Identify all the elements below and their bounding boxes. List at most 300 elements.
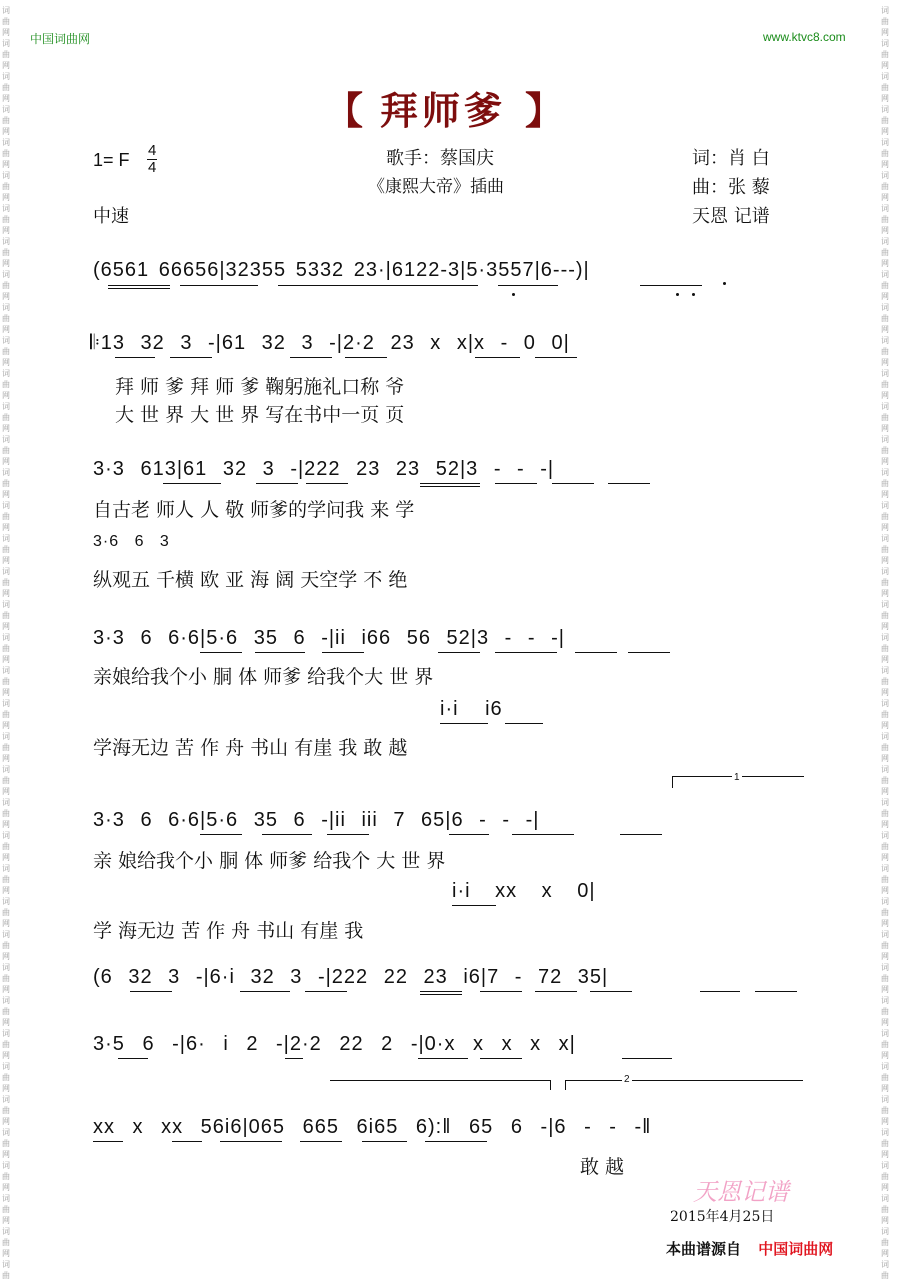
watermark-char: 词 xyxy=(881,237,889,246)
watermark-char: 网 xyxy=(881,292,889,301)
watermark-char: 网 xyxy=(2,523,10,532)
watermark-char: 网 xyxy=(2,259,10,268)
watermark-char: 词 xyxy=(881,1227,889,1236)
watermark-char: 曲 xyxy=(881,215,889,224)
watermark-char: 词 xyxy=(881,996,889,1005)
watermark-char: 曲 xyxy=(2,1205,10,1214)
watermark-char: 网 xyxy=(2,1084,10,1093)
watermark-char: 词 xyxy=(881,402,889,411)
watermark-char: 网 xyxy=(881,1150,889,1159)
watermark-char: 曲 xyxy=(881,611,889,620)
watermark-char: 网 xyxy=(881,1216,889,1225)
watermark-char: 网 xyxy=(2,1249,10,1258)
volta-2-bracket xyxy=(565,1080,803,1081)
watermark-char: 词 xyxy=(2,369,10,378)
watermark-char: 曲 xyxy=(2,446,10,455)
watermark-char: 词 xyxy=(2,534,10,543)
watermark-char: 词 xyxy=(881,699,889,708)
watermark-char: 词 xyxy=(2,996,10,1005)
beam xyxy=(306,483,348,484)
watermark-char: 网 xyxy=(881,226,889,235)
watermark-char: 曲 xyxy=(881,1073,889,1082)
watermark-char: 曲 xyxy=(2,545,10,554)
score-line-intro: (6561 66656|32355 5332 23·|6122-3|5·3557|6---)| xyxy=(93,259,590,281)
watermark-char: 网 xyxy=(881,886,889,895)
watermark-char: 词 xyxy=(2,1161,10,1170)
watermark-char: 网 xyxy=(2,127,10,136)
watermark-char: 词 xyxy=(881,72,889,81)
watermark-char: 词 xyxy=(2,402,10,411)
lyrics-final-1: 亲 娘给我个小 胴 体 师爹 给我个 大 世 界 xyxy=(93,850,446,872)
watermark-char: 词 xyxy=(881,831,889,840)
score-line-interlude: (6 32 3 -|6·i 32 3 -|222 22 23 i6|7 - 72 35| xyxy=(93,966,609,988)
watermark-char: 网 xyxy=(881,589,889,598)
watermark-char: 曲 xyxy=(2,743,10,752)
watermark-char: 网 xyxy=(2,886,10,895)
watermark-char: 网 xyxy=(881,820,889,829)
watermark-char: 网 xyxy=(2,325,10,334)
watermark-char: 曲 xyxy=(881,875,889,884)
low-octave-dot xyxy=(676,293,679,296)
beam xyxy=(700,991,740,992)
watermark-char: 曲 xyxy=(881,17,889,26)
watermark-char: 网 xyxy=(881,457,889,466)
watermark-char: 词 xyxy=(881,204,889,213)
watermark-char: 曲 xyxy=(2,512,10,521)
watermark-char: 网 xyxy=(881,193,889,202)
repeat-span-line xyxy=(330,1080,550,1081)
watermark-char: 词 xyxy=(881,633,889,642)
score-line-verse-a: 𝄆13 32 3 -|61 32 3 -|2·2 23 x x|x - 0 0| xyxy=(90,332,570,354)
beam xyxy=(420,483,480,484)
watermark-char: 词 xyxy=(881,39,889,48)
watermark-char: 曲 xyxy=(881,314,889,323)
beam xyxy=(418,1058,468,1059)
beam xyxy=(505,723,543,724)
beam xyxy=(200,834,242,835)
watermark-char: 词 xyxy=(881,1260,889,1269)
watermark-char: 词 xyxy=(881,600,889,609)
watermark-char: 词 xyxy=(881,336,889,345)
watermark-char: 曲 xyxy=(2,1139,10,1148)
beam xyxy=(495,483,537,484)
watermark-char: 曲 xyxy=(2,215,10,224)
watermark-char: 词 xyxy=(2,171,10,180)
watermark-char: 曲 xyxy=(2,149,10,158)
watermark-char: 曲 xyxy=(2,875,10,884)
watermark-char: 词 xyxy=(881,1029,889,1038)
tempo-marking: 中速 xyxy=(93,206,129,227)
watermark-char: 词 xyxy=(2,1029,10,1038)
beam xyxy=(535,357,577,358)
volta-2-bracket-edge xyxy=(565,1080,566,1090)
watermark-char: 曲 xyxy=(881,479,889,488)
watermark-char: 网 xyxy=(2,490,10,499)
watermark-char: 网 xyxy=(2,919,10,928)
watermark-char: 曲 xyxy=(881,83,889,92)
beam xyxy=(420,486,480,487)
watermark-char: 曲 xyxy=(2,182,10,191)
watermark-char: 词 xyxy=(2,864,10,873)
watermark-char: 网 xyxy=(881,985,889,994)
beam xyxy=(93,1141,123,1142)
watermark-char: 词 xyxy=(2,204,10,213)
watermark-char: 网 xyxy=(881,556,889,565)
beam xyxy=(322,652,364,653)
beam xyxy=(475,357,520,358)
watermark-char: 曲 xyxy=(881,974,889,983)
source-label: 本曲谱源自 xyxy=(666,1240,742,1258)
beam xyxy=(362,1141,407,1142)
watermark-char: 词 xyxy=(881,1062,889,1071)
watermark-char: 网 xyxy=(881,391,889,400)
watermark-char: 曲 xyxy=(881,50,889,59)
watermark-char: 网 xyxy=(2,160,10,169)
beam xyxy=(305,991,347,992)
beam xyxy=(620,834,662,835)
watermark-char: 网 xyxy=(881,853,889,862)
composer-credit: 曲：张 藜 xyxy=(692,177,770,198)
watermark-char: 网 xyxy=(2,1117,10,1126)
beam xyxy=(290,357,332,358)
watermark-char: 网 xyxy=(2,457,10,466)
watermark-char: 词 xyxy=(881,1194,889,1203)
beam xyxy=(172,1141,202,1142)
beam xyxy=(118,1058,148,1059)
score-line-final-alt: i·i xx x 0| xyxy=(452,880,596,902)
watermark-char: 曲 xyxy=(881,1139,889,1148)
watermark-char: 曲 xyxy=(881,347,889,356)
beam xyxy=(622,1058,672,1059)
watermark-char: 词 xyxy=(2,798,10,807)
beam xyxy=(108,288,170,289)
beam xyxy=(285,1058,303,1059)
score-line-refrain: 3·3 6 6·6|5·6 35 6 -|ii i66 56 52|3 - - -| xyxy=(93,627,565,649)
watermark-char: 网 xyxy=(2,589,10,598)
source-note xyxy=(666,1238,833,1259)
watermark-char: 曲 xyxy=(881,644,889,653)
watermark-char: 词 xyxy=(881,1128,889,1137)
beam xyxy=(345,357,387,358)
watermark-char: 曲 xyxy=(2,710,10,719)
lyrics-verse-2: 大 世 界 大 世 界 写在书中一页 页 xyxy=(115,404,405,426)
title-open-bracket: 【 xyxy=(325,89,364,133)
watermark-char: 曲 xyxy=(2,1040,10,1049)
watermark-char: 词 xyxy=(2,303,10,312)
watermark-char: 词 xyxy=(2,765,10,774)
watermark-char: 网 xyxy=(2,94,10,103)
low-octave-dot xyxy=(512,293,515,296)
watermark-char: 词 xyxy=(2,336,10,345)
beam xyxy=(240,991,290,992)
watermark-char: 词 xyxy=(2,732,10,741)
watermark-char: 网 xyxy=(2,391,10,400)
watermark-char: 曲 xyxy=(881,941,889,950)
beam xyxy=(575,652,617,653)
beam xyxy=(452,905,496,906)
watermark-char: 曲 xyxy=(2,1073,10,1082)
beam xyxy=(163,483,221,484)
source-site-link[interactable]: 中国词曲网 xyxy=(758,1240,834,1258)
watermark-char: 词 xyxy=(2,72,10,81)
watermark-char: 网 xyxy=(2,193,10,202)
watermark-char: 词 xyxy=(881,1161,889,1170)
beam xyxy=(755,991,797,992)
time-bottom: 4 xyxy=(148,159,157,176)
watermark-char: 词 xyxy=(881,963,889,972)
lyrics-verse-1: 拜 师 爹 拜 师 爹 鞠躬施礼口称 爷 xyxy=(115,376,405,398)
watermark-char: 网 xyxy=(881,127,889,136)
watermark-char: 网 xyxy=(881,1183,889,1192)
watermark-char: 曲 xyxy=(881,710,889,719)
watermark-char: 曲 xyxy=(2,479,10,488)
watermark-char: 词 xyxy=(2,963,10,972)
beam xyxy=(108,285,170,286)
watermark-char: 词 xyxy=(881,1095,889,1104)
watermark-char: 词 xyxy=(881,732,889,741)
watermark-char: 曲 xyxy=(2,578,10,587)
watermark-char: 词 xyxy=(2,468,10,477)
watermark-char: 网 xyxy=(2,820,10,829)
low-octave-dot xyxy=(692,293,695,296)
watermark-char: 网 xyxy=(881,1051,889,1060)
watermark-char: 词 xyxy=(2,600,10,609)
beam xyxy=(425,1141,487,1142)
watermark-char: 词 xyxy=(2,105,10,114)
watermark-char: 词 xyxy=(2,1260,10,1269)
watermark-char: 曲 xyxy=(2,776,10,785)
score-line-bridge: 3·5 6 -|6· i 2 -|2·2 22 2 -|0·x x x x x| xyxy=(93,1033,576,1055)
watermark-char: 词 xyxy=(2,1062,10,1071)
watermark-char: 词 xyxy=(881,468,889,477)
lyrics-chorus-2: 纵观五 千横 欧 亚 海 阔 天空学 不 绝 xyxy=(93,569,408,591)
watermark-char: 曲 xyxy=(2,974,10,983)
watermark-char: 曲 xyxy=(881,446,889,455)
watermark-char: 曲 xyxy=(881,248,889,257)
right-watermark-strip xyxy=(879,0,897,1286)
watermark-char: 网 xyxy=(2,556,10,565)
watermark-char: 词 xyxy=(881,666,889,675)
watermark-char: 曲 xyxy=(2,1007,10,1016)
watermark-char: 词 xyxy=(2,501,10,510)
watermark-char: 曲 xyxy=(2,50,10,59)
source-credit: 《康熙大帝》插曲 xyxy=(368,177,504,197)
watermark-char: 网 xyxy=(881,1018,889,1027)
beam xyxy=(535,991,577,992)
header-site-left[interactable]: 中国词曲网 xyxy=(30,32,91,46)
watermark-char: 曲 xyxy=(881,842,889,851)
watermark-char: 词 xyxy=(881,138,889,147)
watermark-char: 曲 xyxy=(2,1172,10,1181)
watermark-char: 曲 xyxy=(2,17,10,26)
watermark-char: 曲 xyxy=(881,545,889,554)
watermark-char: 曲 xyxy=(2,941,10,950)
watermark-char: 词 xyxy=(2,39,10,48)
beam xyxy=(170,357,212,358)
lyricist-credit: 词：肖 白 xyxy=(692,148,770,169)
lyrics-refrain-2: 学海无边 苦 作 舟 书山 有崖 我 敢 越 xyxy=(93,737,408,759)
watermark-char: 词 xyxy=(2,237,10,246)
watermark-char: 曲 xyxy=(2,380,10,389)
beam xyxy=(256,483,298,484)
watermark-char: 词 xyxy=(881,435,889,444)
beam xyxy=(420,994,462,995)
score-line-verse-b-alt: 3·6 6 3 xyxy=(93,533,170,550)
watermark-char: 曲 xyxy=(2,347,10,356)
watermark-char: 词 xyxy=(881,369,889,378)
watermark-char: 词 xyxy=(2,1095,10,1104)
watermark-char: 网 xyxy=(2,1051,10,1060)
watermark-char: 曲 xyxy=(881,1271,889,1280)
watermark-char: 词 xyxy=(881,534,889,543)
beam xyxy=(495,652,557,653)
watermark-char: 网 xyxy=(2,721,10,730)
watermark-char: 网 xyxy=(2,1150,10,1159)
watermark-char: 网 xyxy=(2,1216,10,1225)
beam xyxy=(262,834,312,835)
score-line-refrain-alt: i·i i6 xyxy=(440,698,503,720)
watermark-char: 网 xyxy=(2,688,10,697)
beam xyxy=(628,652,670,653)
watermark-char: 网 xyxy=(2,28,10,37)
beam xyxy=(255,652,305,653)
watermark-char: 词 xyxy=(881,930,889,939)
time-top: 4 xyxy=(148,142,157,159)
watermark-char: 曲 xyxy=(2,908,10,917)
lyrics-chorus-1: 自古老 师人 人 敬 师爹的学问我 来 学 xyxy=(93,499,415,521)
watermark-char: 曲 xyxy=(881,677,889,686)
watermark-char: 网 xyxy=(881,1084,889,1093)
beam xyxy=(512,834,574,835)
watermark-char: 网 xyxy=(2,655,10,664)
watermark-char: 词 xyxy=(881,270,889,279)
singer-credit: 歌手：蔡国庆 xyxy=(386,148,494,169)
watermark-char: 词 xyxy=(881,864,889,873)
beam xyxy=(300,1141,342,1142)
watermark-char: 词 xyxy=(881,798,889,807)
watermark-char: 曲 xyxy=(881,776,889,785)
beam xyxy=(480,1058,522,1059)
watermark-char: 曲 xyxy=(881,1172,889,1181)
watermark-char: 词 xyxy=(2,435,10,444)
watermark-char: 网 xyxy=(881,160,889,169)
watermark-char: 网 xyxy=(2,292,10,301)
watermark-char: 网 xyxy=(2,226,10,235)
watermark-char: 曲 xyxy=(881,512,889,521)
watermark-char: 网 xyxy=(881,358,889,367)
beam xyxy=(608,483,650,484)
watermark-char: 曲 xyxy=(881,809,889,818)
score-line-verse-b: 3·3 613|61 32 3 -|222 23 23 52|3 - - -| xyxy=(93,458,555,480)
transcriber-credit: 天恩 记谱 xyxy=(692,206,770,227)
watermark-char: 词 xyxy=(2,831,10,840)
key-signature: 1= F xyxy=(93,150,130,170)
watermark-char: 曲 xyxy=(881,1238,889,1247)
beam xyxy=(327,834,369,835)
watermark-char: 网 xyxy=(881,523,889,532)
watermark-char: 词 xyxy=(2,897,10,906)
watermark-char: 网 xyxy=(881,754,889,763)
watermark-char: 曲 xyxy=(2,248,10,257)
watermark-char: 词 xyxy=(881,567,889,576)
watermark-char: 网 xyxy=(881,688,889,697)
beam xyxy=(130,991,172,992)
watermark-char: 网 xyxy=(881,622,889,631)
watermark-char: 曲 xyxy=(2,842,10,851)
watermark-char: 词 xyxy=(2,270,10,279)
watermark-char: 曲 xyxy=(2,611,10,620)
watermark-char: 曲 xyxy=(2,281,10,290)
watermark-char: 网 xyxy=(2,622,10,631)
lyrics-refrain-1: 亲娘给我个小 胴 体 师爹 给我个大 世 界 xyxy=(93,666,434,688)
header-site-right[interactable]: www.ktvc8.com xyxy=(763,30,846,44)
watermark-char: 网 xyxy=(2,424,10,433)
watermark-char: 网 xyxy=(881,919,889,928)
watermark-char: 曲 xyxy=(881,413,889,422)
transcription-date: 2015年4月25日 xyxy=(670,1209,775,1225)
beam xyxy=(220,1141,282,1142)
watermark-char: 词 xyxy=(2,1194,10,1203)
watermark-char: 曲 xyxy=(2,413,10,422)
watermark-char: 曲 xyxy=(881,182,889,191)
watermark-char: 曲 xyxy=(881,908,889,917)
volta-2-number: 2 xyxy=(624,1074,630,1085)
watermark-char: 词 xyxy=(2,1227,10,1236)
watermark-char: 网 xyxy=(2,358,10,367)
watermark-char: 网 xyxy=(881,424,889,433)
beam xyxy=(449,834,489,835)
watermark-char: 词 xyxy=(2,633,10,642)
score-line-refrain-repeat: 3·3 6 6·6|5·6 35 6 -|ii iii 7 65|6 - - -| xyxy=(93,809,540,831)
watermark-char: 词 xyxy=(881,765,889,774)
beam xyxy=(278,285,478,286)
watermark-char: 曲 xyxy=(881,1040,889,1049)
lyrics-final-2: 学 海无边 苦 作 舟 书山 有崖 我 xyxy=(93,920,364,942)
watermark-char: 网 xyxy=(2,952,10,961)
beam xyxy=(552,483,594,484)
watermark-char: 词 xyxy=(881,6,889,15)
watermark-char: 曲 xyxy=(2,1106,10,1115)
watermark-char: 曲 xyxy=(881,1106,889,1115)
page-title: 拜师爹 xyxy=(380,89,507,133)
watermark-char: 网 xyxy=(2,1183,10,1192)
volta-1-number: 1 xyxy=(734,772,740,783)
watermark-char: 曲 xyxy=(881,578,889,587)
beam xyxy=(640,285,702,286)
score-line-coda: xx x xx 56i6|065 665 6i65 6):‖ 65 6 -|6 - - -‖ xyxy=(93,1116,652,1138)
watermark-char: 曲 xyxy=(2,83,10,92)
volta-1-bracket-edge xyxy=(672,776,673,788)
watermark-char: 词 xyxy=(2,930,10,939)
repeat-span-edge xyxy=(550,1080,551,1090)
watermark-char: 曲 xyxy=(2,677,10,686)
watermark-char: 网 xyxy=(2,61,10,70)
watermark-char: 网 xyxy=(2,787,10,796)
watermark-char: 网 xyxy=(881,721,889,730)
watermark-char: 网 xyxy=(881,655,889,664)
watermark-char: 曲 xyxy=(881,1007,889,1016)
watermark-char: 词 xyxy=(2,567,10,576)
watermark-char: 曲 xyxy=(2,314,10,323)
watermark-char: 网 xyxy=(2,754,10,763)
watermark-char: 词 xyxy=(881,171,889,180)
watermark-char: 曲 xyxy=(881,380,889,389)
watermark-char: 网 xyxy=(881,490,889,499)
beam xyxy=(115,357,155,358)
watermark-char: 曲 xyxy=(2,809,10,818)
watermark-char: 曲 xyxy=(881,743,889,752)
beam xyxy=(180,285,258,286)
